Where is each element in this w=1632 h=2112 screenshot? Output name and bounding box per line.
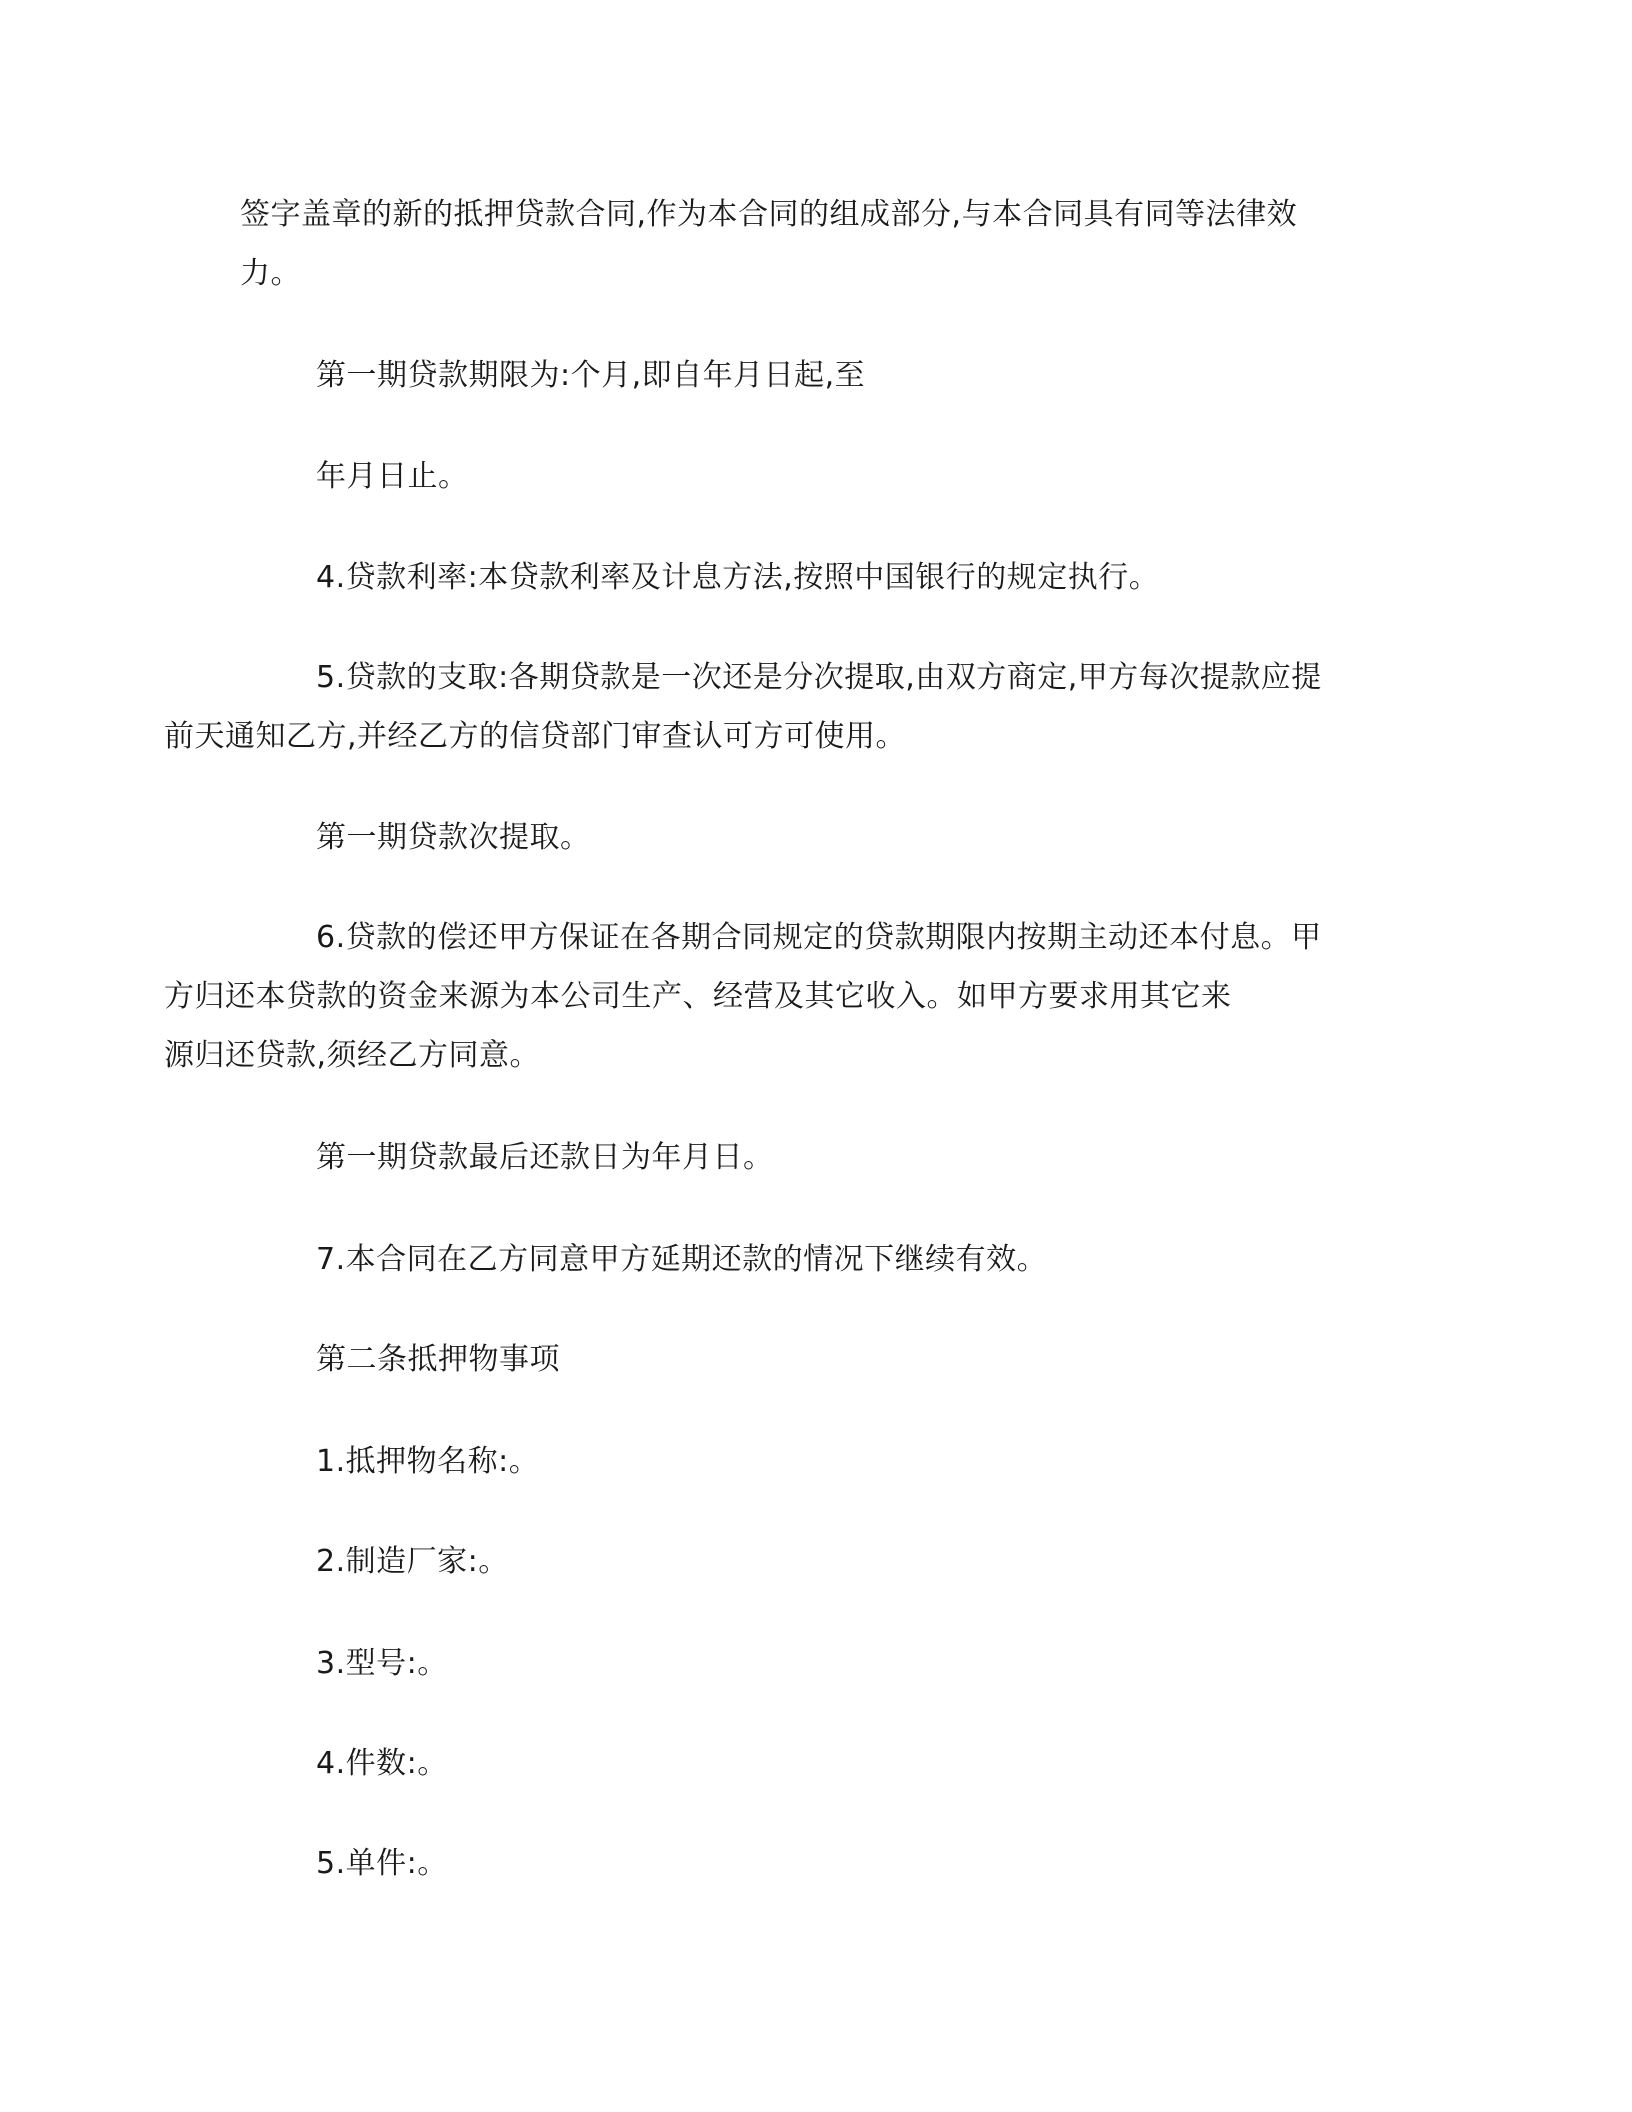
paragraph-continuation — [240, 185, 1370, 303]
collateral-item-manufacturer — [240, 1532, 1370, 1591]
paragraph-line: 1.抵押物名称:。 — [316, 1444, 540, 1479]
paragraph-first-withdrawal — [240, 808, 1370, 867]
paragraph-line: 6.贷款的偿还甲方保证在各期合同规定的贷款期限内按期主动还本付息。甲 — [316, 920, 1322, 955]
paragraph-repayment — [164, 908, 1370, 1085]
paragraph-extension-clause — [240, 1230, 1370, 1289]
paragraph-line: 签字盖章的新的抵押贷款合同,作为本合同的组成部分,与本合同具有同等法律效 — [240, 197, 1298, 232]
paragraph-last-repayment-date — [240, 1128, 1370, 1187]
paragraph-line: 源归还贷款,须经乙方同意。 — [164, 1038, 541, 1073]
paragraph-line: 5.贷款的支取:各期贷款是一次还是分次提取,由双方商定,甲方每次提款应提 — [316, 660, 1322, 695]
paragraph-line: 5.单件:。 — [316, 1846, 448, 1881]
paragraph-interest-rate — [240, 548, 1370, 607]
paragraph-term-end — [240, 447, 1370, 506]
paragraph-line: 方归还本贷款的资金来源为本公司生产、经营及其它收入。如甲方要求用其它来 — [164, 979, 1232, 1014]
paragraph-line: 力。 — [240, 256, 301, 291]
paragraph-line: 第二条抵押物事项 — [316, 1342, 560, 1377]
paragraph-line: 4.贷款利率:本贷款利率及计息方法,按照中国银行的规定执行。 — [316, 560, 1160, 595]
paragraph-loan-withdrawal — [164, 648, 1370, 766]
paragraph-line: 前天通知乙方,并经乙方的信贷部门审查认可方可使用。 — [164, 719, 907, 754]
collateral-item-name — [240, 1432, 1370, 1491]
paragraph-line: 第一期贷款期限为:个月,即自年月日起,至 — [316, 358, 866, 393]
section-heading-collateral — [240, 1330, 1370, 1389]
paragraph-first-loan-term — [240, 346, 1370, 405]
paragraph-line: 第一期贷款最后还款日为年月日。 — [316, 1140, 774, 1175]
paragraph-line: 7.本合同在乙方同意甲方延期还款的情况下继续有效。 — [316, 1242, 1048, 1277]
collateral-item-quantity — [240, 1734, 1370, 1793]
paragraph-line: 4.件数:。 — [316, 1746, 448, 1781]
paragraph-line: 2.制造厂家:。 — [316, 1544, 509, 1579]
collateral-item-model — [240, 1634, 1370, 1693]
paragraph-line: 年月日止。 — [316, 459, 469, 494]
collateral-item-unit — [240, 1834, 1370, 1893]
paragraph-line: 3.型号:。 — [316, 1646, 448, 1681]
paragraph-line: 第一期贷款次提取。 — [316, 820, 591, 855]
